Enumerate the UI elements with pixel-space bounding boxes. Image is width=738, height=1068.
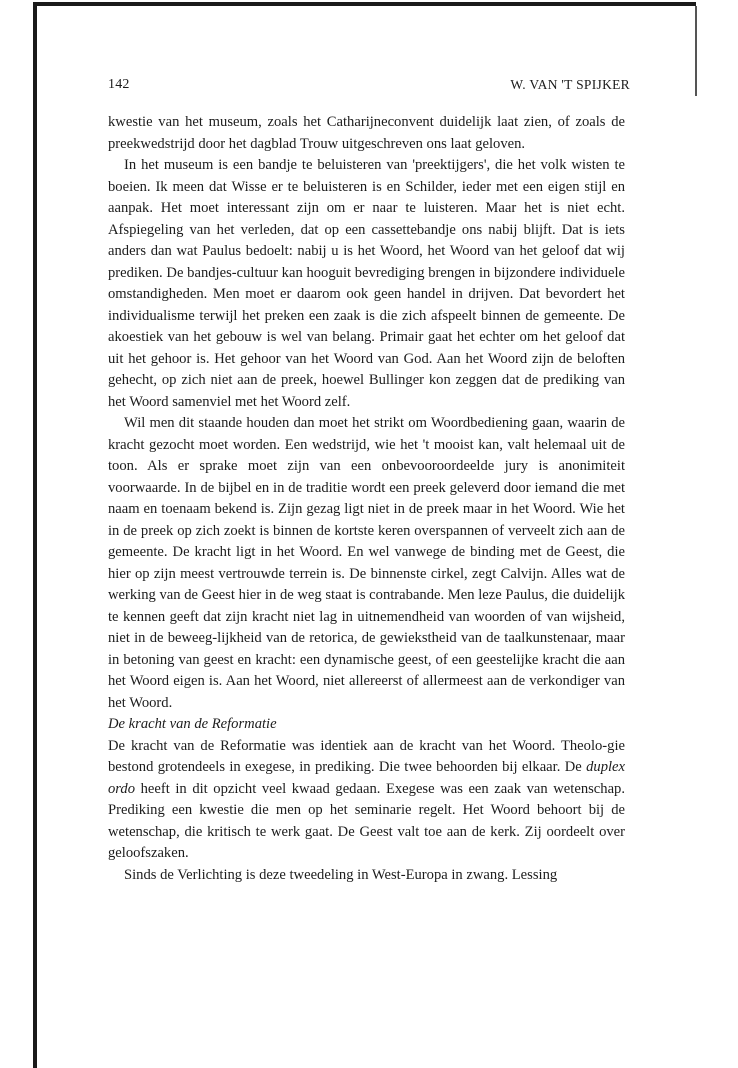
body-text xyxy=(108,112,625,886)
page-number: 142 xyxy=(108,77,130,92)
paragraph-4: De kracht van de Reformatie was identiek aan de kracht van het Woord. Theolo-gie bestond grotendeels in exegese, in prediking. Die twee behoorden bij elkaar. De duplex ordo heeft in dit opzicht veel kwaad gedaan. Exegese was een zaak van wetenschap. Prediking een kwestie die men op het seminarie regelt. Het Woord behoort bij de wetenschap, die kritisch te werk gaat. De Geest valt toe aan de kerk. Zij oordeelt over geloofszaken. xyxy=(108,737,625,861)
running-head: W. VAN 'T SPIJKER xyxy=(510,77,630,92)
section-heading: De kracht van de Reformatie xyxy=(108,716,277,732)
paragraph-3: Wil men dit staande houden dan moet het strikt om Woordbediening gaan, waarin de kracht gezocht moet worden. Een wedstrijd, wie het 't mooist kan, valt helemaal uit de toon. Als er sprake moet zijn van een onbevooroordeelde jury is anonimiteit voorwaarde. In de bijbel en in de traditie wordt een preek geleverd door iemand die met naam en toenaam bekend is. Zijn gezag ligt niet in de preek maar in het Woord. Wie het in de preek op zich zoekt is binnen de kortste keren overspannen of verveelt zich aan de gemeente. De kracht ligt in het Woord. En wel vanwege de binding met de Geest, die hier op zijn meest vertrouwde terrein is. De binnenste cirkel, zegt Calvijn. Alles wat de werking van de Geest hier in de weg staat is contrabande. Men leze Paulus, die duidelijk te kennen geeft dat zijn kracht niet lag in uitnemendheid van woorden of van wijsheid, niet in de beweeg-lijkheid van de retorica, de gewiekstheid van de taalkunstenaar, maar in betoning van geest en kracht: een dynamische geest, of een geestelijke kracht die aan het Woord eigen is. Aan het Woord, niet allereerst of allermeest aan de verkondiger van het Woord. xyxy=(108,415,625,711)
scan-border-right xyxy=(695,6,697,96)
scan-border-left xyxy=(33,2,37,1068)
italic-term: duplex ordo xyxy=(108,759,625,797)
paragraph-2: In het museum is een bandje te beluisteren van 'preektijgers', die het volk wisten te boeien. Ik meen dat Wisse er te beluisteren is en Schilder, ieder met een eigen stijl en aanpak. Het moet interessant zijn om er naar te luisteren. Maar het is niet echt. Afspiegeling van het verleden, dat op een cassettebandje ons nabij blijft. Dat is iets anders dan wat Paulus bedoelt: nabij u is het Woord, het Woord van het geloof dat wij prediken. De bandjes-cultuur kan hooguit bevrediging brengen in bijzondere individuele omstandigheden. Men moet er daarom ook geen handel in drijven. Dat bevordert het individualisme terwijl het preken een zaak is die zich afspeelt binnen de gemeente. De akoestiek van het gebouw is wel van belang. Primair gaat het echter om het geloof dat uit het gehoor is. Het gehoor van het Woord van God. Aan het Woord zijn de beloften gehecht, op zich niet aan de preek, hoewel Bullinger kon zeggen dat de prediking van het Woord samenviel met het Woord zelf. xyxy=(108,157,625,410)
paragraph-1: kwestie van het museum, zoals het Catharijneconvent duidelijk laat zien, of zoals de preekwedstrijd door het dagblad Trouw uitgeschreven ons laat geloven. xyxy=(108,114,625,152)
paragraph-5: Sinds de Verlichting is deze tweedeling in West-Europa in zwang. Lessing xyxy=(124,866,558,883)
scan-border-top xyxy=(36,2,696,6)
